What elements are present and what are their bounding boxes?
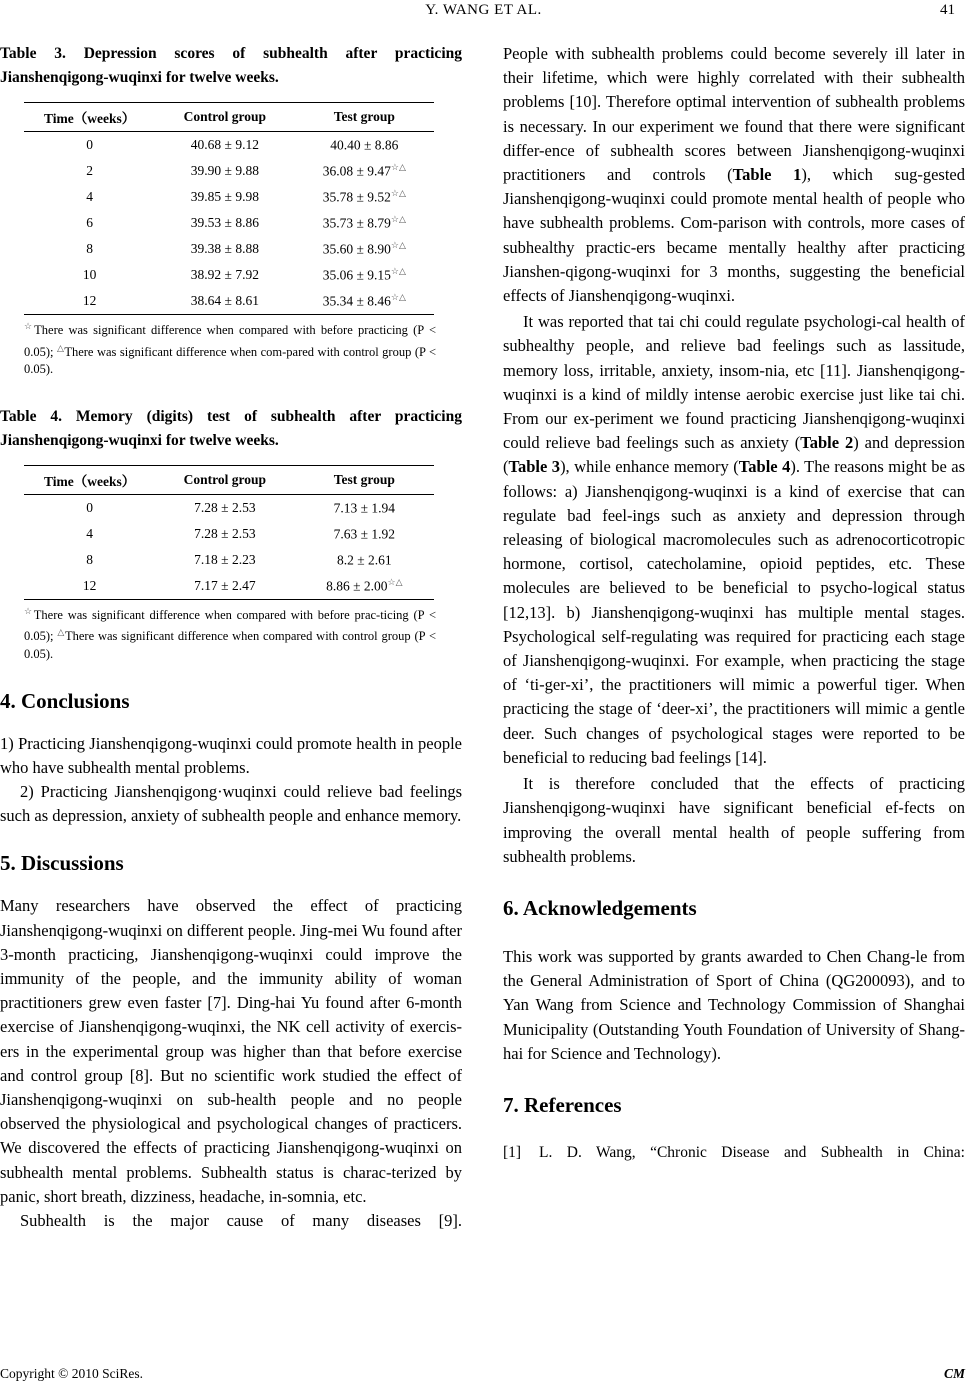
cell-time: 0 (86, 137, 93, 152)
cell-control: 38.64 ± 8.61 (155, 288, 294, 315)
cell-control: 39.38 ± 8.88 (190, 241, 259, 256)
table-reference: Table 1 (732, 165, 802, 185)
cell-control: 39.85 ± 9.98 (190, 189, 259, 204)
cell-test: 8.86 ± 2.00☆△ (295, 573, 434, 600)
conclusion-paragraph: 1) Practicing Jianshenqigong-wuqinxi could promote health in people who have subhealth mental problems. (0, 733, 462, 777)
table4-header-row (24, 465, 434, 494)
cell-control: 7.28 ± 2.53 (194, 499, 256, 515)
discussions-heading: 5. Discussions (0, 851, 124, 876)
table3-col-control: Control group (155, 103, 294, 132)
table4-col-test: Test group (295, 465, 434, 494)
table3 (24, 102, 434, 315)
cell-control: 40.68 ± 9.12 (190, 137, 259, 152)
conclusions-heading: 4. Conclusions (0, 688, 130, 713)
table4-col-time: Time（weeks） (24, 465, 155, 494)
discussion-paragraph: It was reported that tai chi could regulate psychologi-cal health of subhealthy people, and relieve bad feelings such as lassitude, memory loss, irritable, anxiety, insom-nia, etc [11]. Jianshenqigong-wuqinxi is a kind of mildly intense aerobic exercise just like tai chi. From our ex-periment we found practicing Jianshenqigong-wuqinxi could relieve bad feelings such as anxiety (Table 2) and depression (Table 3), while enhance memory (Table 4). The reasons might be as follows: a) Jianshenqigong-wuqinxi is a kind of exercise that can regulate bad feel-ings such as anxiety and depression through releasing of biological macromolecules such as adrenocorticotropic hormone, cortisol, catecholamine, opioid peptides, etc. These molecules are believed to be beneficial to psycho-logical status [12,13]. b) Jianshenqigong-wuqinxi has multiple mental stages. Psychological self-regulating was required for practicing each stage of Jianshenqigong-wuqinxi. For example, when practicing the stage of ‘ti-ger-xi’, the practitioners will mimic a powerful tiger. When practicing the stage of ‘deer-xi’, the practitioners will mimic a gentle deer. Such changes of psychological stages were reported to be beneficial to reducing bad feelings [14]. (503, 312, 966, 767)
table-row (24, 547, 434, 573)
discussion-paragraph: Subhealth is the major cause of many diseases [9]. (20, 1211, 462, 1231)
acknowledgements-text: This work was supported by grants awarded to Chen Chang-le from the General Administration of Sport of China (QG200093), and to Yan Wang from Science and Technology Commission of Shanghai Municipality (Outstanding Youth Foundation of University of Shang-hai for Science and Technology). (503, 946, 965, 1063)
running-title: Y. WANG ET AL. (425, 2, 542, 18)
table-row (24, 236, 434, 262)
cell-test: 40.40 ± 8.86 (330, 137, 399, 153)
reference-item (503, 1142, 965, 1164)
table3-note: ☆There was significant difference when compared with before practicing (P < 0.05); △There was significant difference when com-pared with control group (P < 0.05). (24, 321, 437, 377)
cell-test: 7.63 ± 1.92 (333, 526, 395, 542)
table4-caption: Table 4. Memory (digits) test of subhealth after practicing Jianshenqigong-wuqinxi for twelve weeks. (0, 407, 462, 449)
cell-time: 4 (86, 525, 93, 541)
cell-control: 39.53 ± 8.86 (190, 215, 259, 230)
cell-test: 36.08 ± 9.47☆△ (322, 162, 406, 179)
table4 (24, 465, 434, 600)
right-column (503, 42, 965, 1164)
discussion-paragraph: Many researchers have observed the effect of practicing Jianshenqigong-wuqinxi on different people. Jing-mei Wu found after 3-month practicing, Jianshenqigong-wuqinxi could improve the immunity of the people, and the immunity ability of woman practitioners grew even faster [7]. Ding-hai Yu found after 6-month exercise of Jianshenqigong-wuqinxi, the NK cell activity of exercis-ers in the experimental group was higher than that before exercise and control group [8]. But no scientific work studied the effect of Jianshenqigong-wuqinxi on sub-health people and no people observed the physiological and psychological changes of practicers. We discovered the effects of practicing Jianshenqigong-wuqinxi on subhealth mental problems. Subhealth status is charac-terized by panic, short breath, dizziness, headache, in-somnia, etc. (0, 896, 462, 1206)
cell-test: 8.2 ± 2.61 (336, 552, 392, 568)
journal-abbrev: CM (943, 1366, 965, 1381)
table-row (24, 184, 434, 210)
reference-number: [1] (503, 1143, 522, 1161)
cell-time: 2 (86, 163, 93, 178)
table-row (24, 262, 434, 288)
table-row (24, 494, 434, 521)
table-reference: Table 2 (800, 433, 854, 453)
cell-control: 7.28 ± 2.53 (194, 525, 256, 541)
table-reference: Table 3 (508, 457, 561, 477)
cell-time: 8 (86, 241, 93, 256)
cell-time: 0 (86, 499, 93, 515)
table3-caption: Table 3. Depression scores of subhealth after practicing Jianshenqigong-wuqinxi for twelve weeks. (0, 45, 462, 86)
table-row (24, 288, 434, 315)
table-row (24, 132, 434, 159)
cell-time: 8 (86, 551, 93, 567)
cell-test: 35.34 ± 8.46☆△ (295, 288, 434, 315)
copyright-notice: Copyright © 2010 SciRes. (0, 1366, 144, 1381)
table4-col-control: Control group (155, 465, 294, 494)
cell-test: 35.60 ± 8.90☆△ (322, 240, 406, 257)
reference-text: L. D. Wang, “Chronic Disease and Subhealth in China: (539, 1143, 965, 1161)
table-row (24, 521, 434, 547)
cell-control: 7.17 ± 2.47 (155, 573, 294, 600)
table-reference: Table 4 (738, 457, 791, 477)
page-header (0, 0, 967, 26)
cell-test: 35.78 ± 9.52☆△ (322, 188, 406, 205)
page-number: 41 (940, 2, 955, 18)
cell-time: 6 (86, 215, 93, 230)
left-column (0, 42, 462, 1233)
table4-note: ☆There was significant difference when compared with before prac-ticing (P < 0.05); △There was significant difference when compared with control group (P < 0.05). (24, 605, 437, 662)
acknowledgements-heading: 6. Acknowledgements (503, 895, 697, 920)
table3-col-test: Test group (295, 103, 434, 132)
discussion-paragraph: It is therefore concluded that the effects of practicing Jianshenqigong-wuqinxi have significant beneficial ef-fects on improving the overall mental health of people suffering from subhealth problems. (503, 774, 965, 866)
discussion-paragraph-cont: People with subhealth problems could become severely ill later in their lifetime, which were highly correlated with their subhealth problems [10]. Therefore optimal intervention of subhealth problems is necessary. In our experiment we found that there were significant differ-ence of subhealth scores between Jianshenqigong-wuqinxi practitioners and controls (Table 1), which sug-gested Jianshenqigong-wuqinxi could promote mental health of people who have subhealth problems. Com-parison with controls, more cases of subhealthy practic-ers became mentally healthy after practicing Jianshen-qigong-wuqinxi for 3 months, suggesting the beneficial effects of Jianshenqigong-wuqinxi. (503, 44, 965, 306)
cell-test: 35.06 ± 9.15☆△ (322, 266, 406, 283)
table3-col-time: Time（weeks） (24, 103, 155, 132)
conclusion-paragraph: 2) Practicing Jianshenqigong·wuqinxi could relieve bad feelings such as depression, anxiety of subhealth people and enhance memory. (0, 782, 462, 826)
cell-test: 35.73 ± 8.79☆△ (322, 214, 406, 231)
cell-time: 12 (24, 288, 155, 315)
cell-control: 38.92 ± 7.92 (190, 267, 259, 282)
cell-time: 10 (82, 267, 97, 282)
table3-header-row (24, 103, 434, 132)
table-row (24, 210, 434, 236)
cell-control: 7.18 ± 2.23 (194, 551, 256, 567)
cell-control: 39.90 ± 9.88 (190, 163, 259, 178)
cell-time: 4 (86, 189, 93, 204)
table-row (24, 158, 434, 184)
cell-test: 7.13 ± 1.94 (333, 500, 395, 516)
table-row (24, 573, 434, 600)
references-heading: 7. References (503, 1092, 622, 1117)
cell-time: 12 (24, 573, 155, 600)
